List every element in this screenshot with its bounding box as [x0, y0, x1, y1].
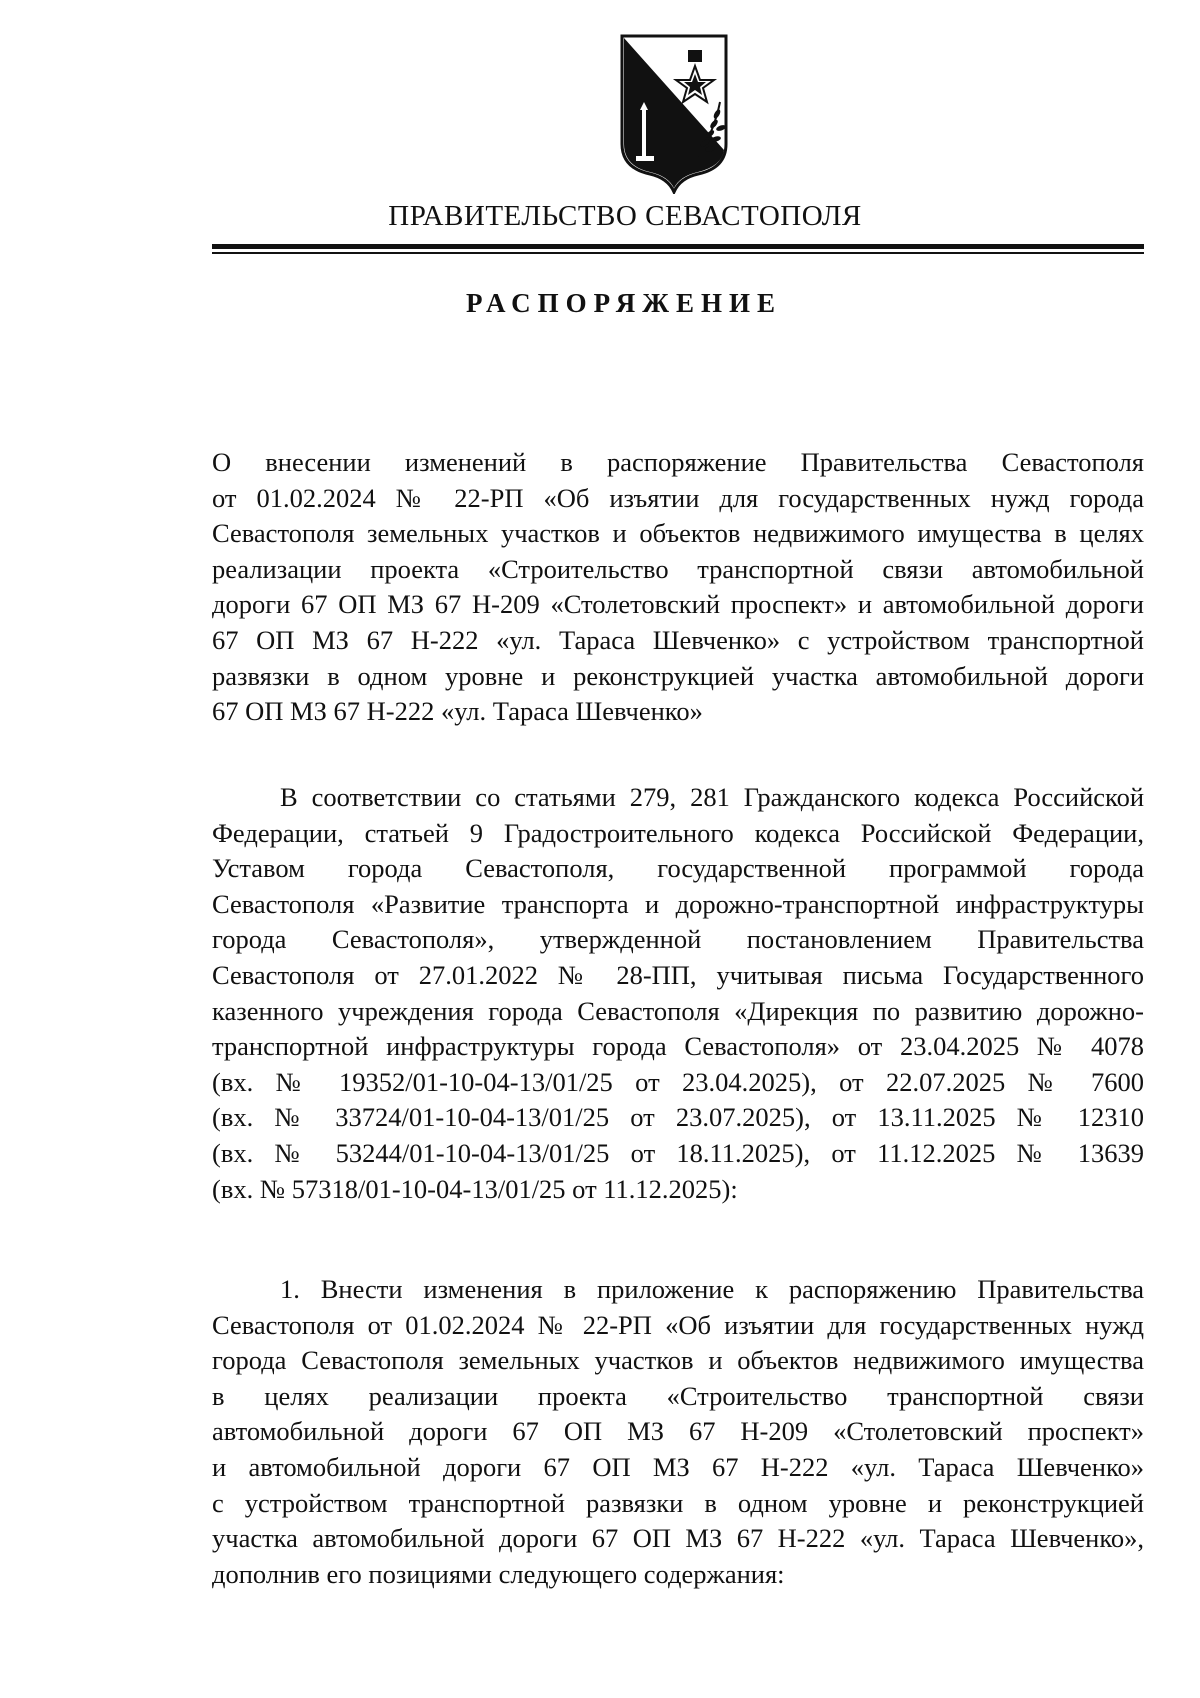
title-line: развязки в одном уровне и реконструкцией участка автомобильной дороги: [212, 660, 1144, 691]
header-divider-thin: [212, 252, 1144, 254]
title-line: 67 ОП МЗ 67 Н-222 «ул. Тараса Шевченко»: [212, 696, 703, 727]
title-line: реализации проекта «Строительство транспортной связи автомобильной: [212, 553, 1144, 584]
order-item-1: [212, 1272, 1144, 1592]
basis-line: Севастополя от 27.01.2022 № 28-ПП, учитывая письма Государственного: [212, 959, 1144, 990]
item-line: в целях реализации проекта «Строительство транспортной связи: [212, 1380, 1144, 1411]
item-line: автомобильной дороги 67 ОП МЗ 67 Н-209 «Столетовский проспект»: [212, 1416, 1144, 1447]
basis-line: (вх. № 19352/01-10-04-13/01/25 от 23.04.2025), от 22.07.2025 № 7600: [212, 1066, 1144, 1097]
header-divider-thick: [212, 244, 1144, 249]
basis-line: (вх. № 33724/01-10-04-13/01/25 от 23.07.2025), от 13.11.2025 № 12310: [212, 1102, 1144, 1133]
item-line: дополнив его позициями следующего содержания:: [212, 1558, 785, 1589]
item-line: города Севастополя земельных участков и объектов недвижимого имущества: [212, 1345, 1144, 1376]
item-line: участка автомобильной дороги 67 ОП МЗ 67 Н-222 «ул. Тараса Шевченко»,: [212, 1523, 1144, 1554]
title-line: Севастополя земельных участков и объектов недвижимого имущества в целях: [212, 518, 1144, 549]
basis-line: Федерации, статьей 9 Градостроительного кодекса Российской Федерации,: [212, 817, 1144, 848]
document-type-heading: РАСПОРЯЖЕНИЕ: [465, 288, 783, 318]
government-name: ПРАВИТЕЛЬСТВО СЕВАСТОПОЛЯ: [388, 200, 862, 232]
title-line: от 01.02.2024 № 22-РП «Об изъятии для государственных нужд города: [212, 482, 1144, 513]
title-line: 67 ОП МЗ 67 Н-222 «ул. Тараса Шевченко» с устройством транспортной: [212, 624, 1144, 655]
item-line: с устройством транспортной развязки в одном уровне и реконструкцией: [212, 1487, 1144, 1518]
basis-line: (вх. № 53244/01-10-04-13/01/25 от 18.11.2025), от 11.12.2025 № 13639: [212, 1137, 1144, 1168]
basis-line: города Севастополя», утвержденной постановлением Правительства: [212, 924, 1144, 955]
item-line: 1. Внести изменения в приложение к распоряжению Правительства: [280, 1274, 1144, 1304]
item-line: Севастополя от 01.02.2024 № 22-РП «Об изъятии для государственных нужд: [212, 1309, 1144, 1340]
sevastopol-coat-of-arms-icon: [618, 32, 730, 194]
item-line: и автомобильной дороги 67 ОП МЗ 67 Н-222 «ул. Тараса Шевченко»: [212, 1451, 1144, 1482]
basis-line: Уставом города Севастополя, государственной программой города: [212, 853, 1144, 884]
basis-line: транспортной инфраструктуры города Севастополя» от 23.04.2025 № 4078: [212, 1031, 1144, 1062]
basis-line: (вх. № 57318/01-10-04-13/01/25 от 11.12.2025):: [212, 1173, 738, 1204]
basis-line: Севастополя «Развитие транспорта и дорожно-транспортной инфраструктуры: [212, 888, 1144, 919]
title-line: О внесении изменений в распоряжение Правительства Севастополя: [212, 447, 1144, 477]
title-line: дороги 67 ОП МЗ 67 Н-209 «Столетовский проспект» и автомобильной дороги: [212, 589, 1144, 620]
legal-basis-paragraph: [212, 780, 1144, 1207]
basis-line: казенного учреждения города Севастополя «Дирекция по развитию дорожно-: [212, 995, 1144, 1026]
order-title: [212, 445, 1144, 730]
basis-line: В соответствии со статьями 279, 281 Гражданского кодекса Российской: [280, 782, 1144, 812]
